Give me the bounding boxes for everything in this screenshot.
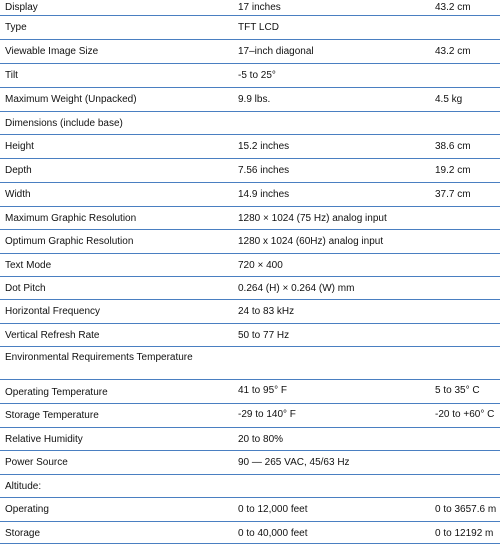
row-label: Text Mode <box>5 260 52 271</box>
row-label: Dot Pitch <box>5 283 46 294</box>
table-row <box>0 16 500 40</box>
row-label: Dimensions (include base) <box>5 118 123 129</box>
row-value: 1280 x 1024 (60Hz) analog input <box>238 236 384 247</box>
row-metric: -20 to +60° C <box>435 409 495 420</box>
table-row <box>0 324 500 347</box>
row-metric: 19.2 cm <box>435 165 471 176</box>
table-row <box>0 40 500 64</box>
row-label: Optimum Graphic Resolution <box>5 236 134 247</box>
table-row <box>0 254 500 277</box>
table-row <box>0 230 500 254</box>
table-row <box>0 428 500 451</box>
row-metric: 0 to 3657.6 m <box>435 504 497 515</box>
row-label: Operating <box>5 504 49 515</box>
table-row <box>0 183 500 207</box>
table-row <box>0 207 500 230</box>
row-label: Width <box>5 189 31 200</box>
row-label: Horizontal Frequency <box>5 306 101 317</box>
row-label: Maximum Graphic Resolution <box>5 213 137 224</box>
row-value: 15.2 inches <box>238 141 290 152</box>
table-row <box>0 135 500 159</box>
row-value: -5 to 25° <box>238 70 276 81</box>
row-value: 20 to 80% <box>238 434 284 445</box>
row-value: 17–inch diagonal <box>238 46 314 57</box>
row-label: Viewable Image Size <box>5 46 99 57</box>
row-value: 17 inches <box>238 2 281 13</box>
row-value: 50 to 77 Hz <box>238 330 290 341</box>
row-value: 1280 × 1024 (75 Hz) analog input <box>238 213 387 224</box>
row-value: 14.9 inches <box>238 189 290 200</box>
row-label: Tilt <box>5 70 18 81</box>
row-value: 0 to 12,000 feet <box>238 504 308 515</box>
row-value: TFT LCD <box>238 22 279 33</box>
table-row <box>0 0 500 16</box>
row-metric: 43.2 cm <box>435 2 471 13</box>
table-row <box>0 277 500 300</box>
row-value: 41 to 95° F <box>238 385 288 396</box>
row-metric: 0 to 12192 m <box>435 528 494 539</box>
row-value: 7.56 inches <box>238 165 290 176</box>
table-row <box>0 404 500 428</box>
row-value: 24 to 83 kHz <box>238 306 295 317</box>
table-row <box>0 300 500 324</box>
row-metric: 38.6 cm <box>435 141 471 152</box>
row-value: 0 to 40,000 feet <box>238 528 308 539</box>
table-row <box>0 498 500 522</box>
row-label: Maximum Weight (Unpacked) <box>5 94 137 105</box>
table-row <box>0 64 500 88</box>
row-label: Power Source <box>5 457 68 468</box>
row-label: Depth <box>5 165 32 176</box>
row-label: Operating Temperature <box>5 387 108 398</box>
row-label: Display <box>5 2 38 13</box>
row-label: Type <box>5 22 27 33</box>
row-label: Storage <box>5 528 41 539</box>
table-row <box>0 380 500 404</box>
row-label: Storage Temperature <box>5 410 99 421</box>
row-label: Relative Humidity <box>5 434 83 445</box>
table-row <box>0 522 500 544</box>
row-label: Altitude: <box>5 481 42 492</box>
row-metric: 5 to 35° C <box>435 385 480 396</box>
row-value: -29 to 140° F <box>238 409 296 420</box>
table-row <box>0 88 500 112</box>
row-metric: 37.7 cm <box>435 189 471 200</box>
row-value: 720 × 400 <box>238 260 283 271</box>
row-value: 90 — 265 VAC, 45/63 Hz <box>238 457 350 468</box>
table-row <box>0 112 500 135</box>
row-label: Environmental Requirements Temperature <box>5 352 193 363</box>
row-metric: 4.5 kg <box>435 94 463 105</box>
row-value: 9.9 lbs. <box>238 94 271 105</box>
table-row <box>0 451 500 475</box>
table-row <box>0 347 500 380</box>
row-label: Vertical Refresh Rate <box>5 330 100 341</box>
row-metric: 43.2 cm <box>435 46 471 57</box>
table-row <box>0 159 500 183</box>
row-value: 0.264 (H) × 0.264 (W) mm <box>238 283 355 294</box>
row-label: Height <box>5 141 34 152</box>
table-row <box>0 475 500 498</box>
